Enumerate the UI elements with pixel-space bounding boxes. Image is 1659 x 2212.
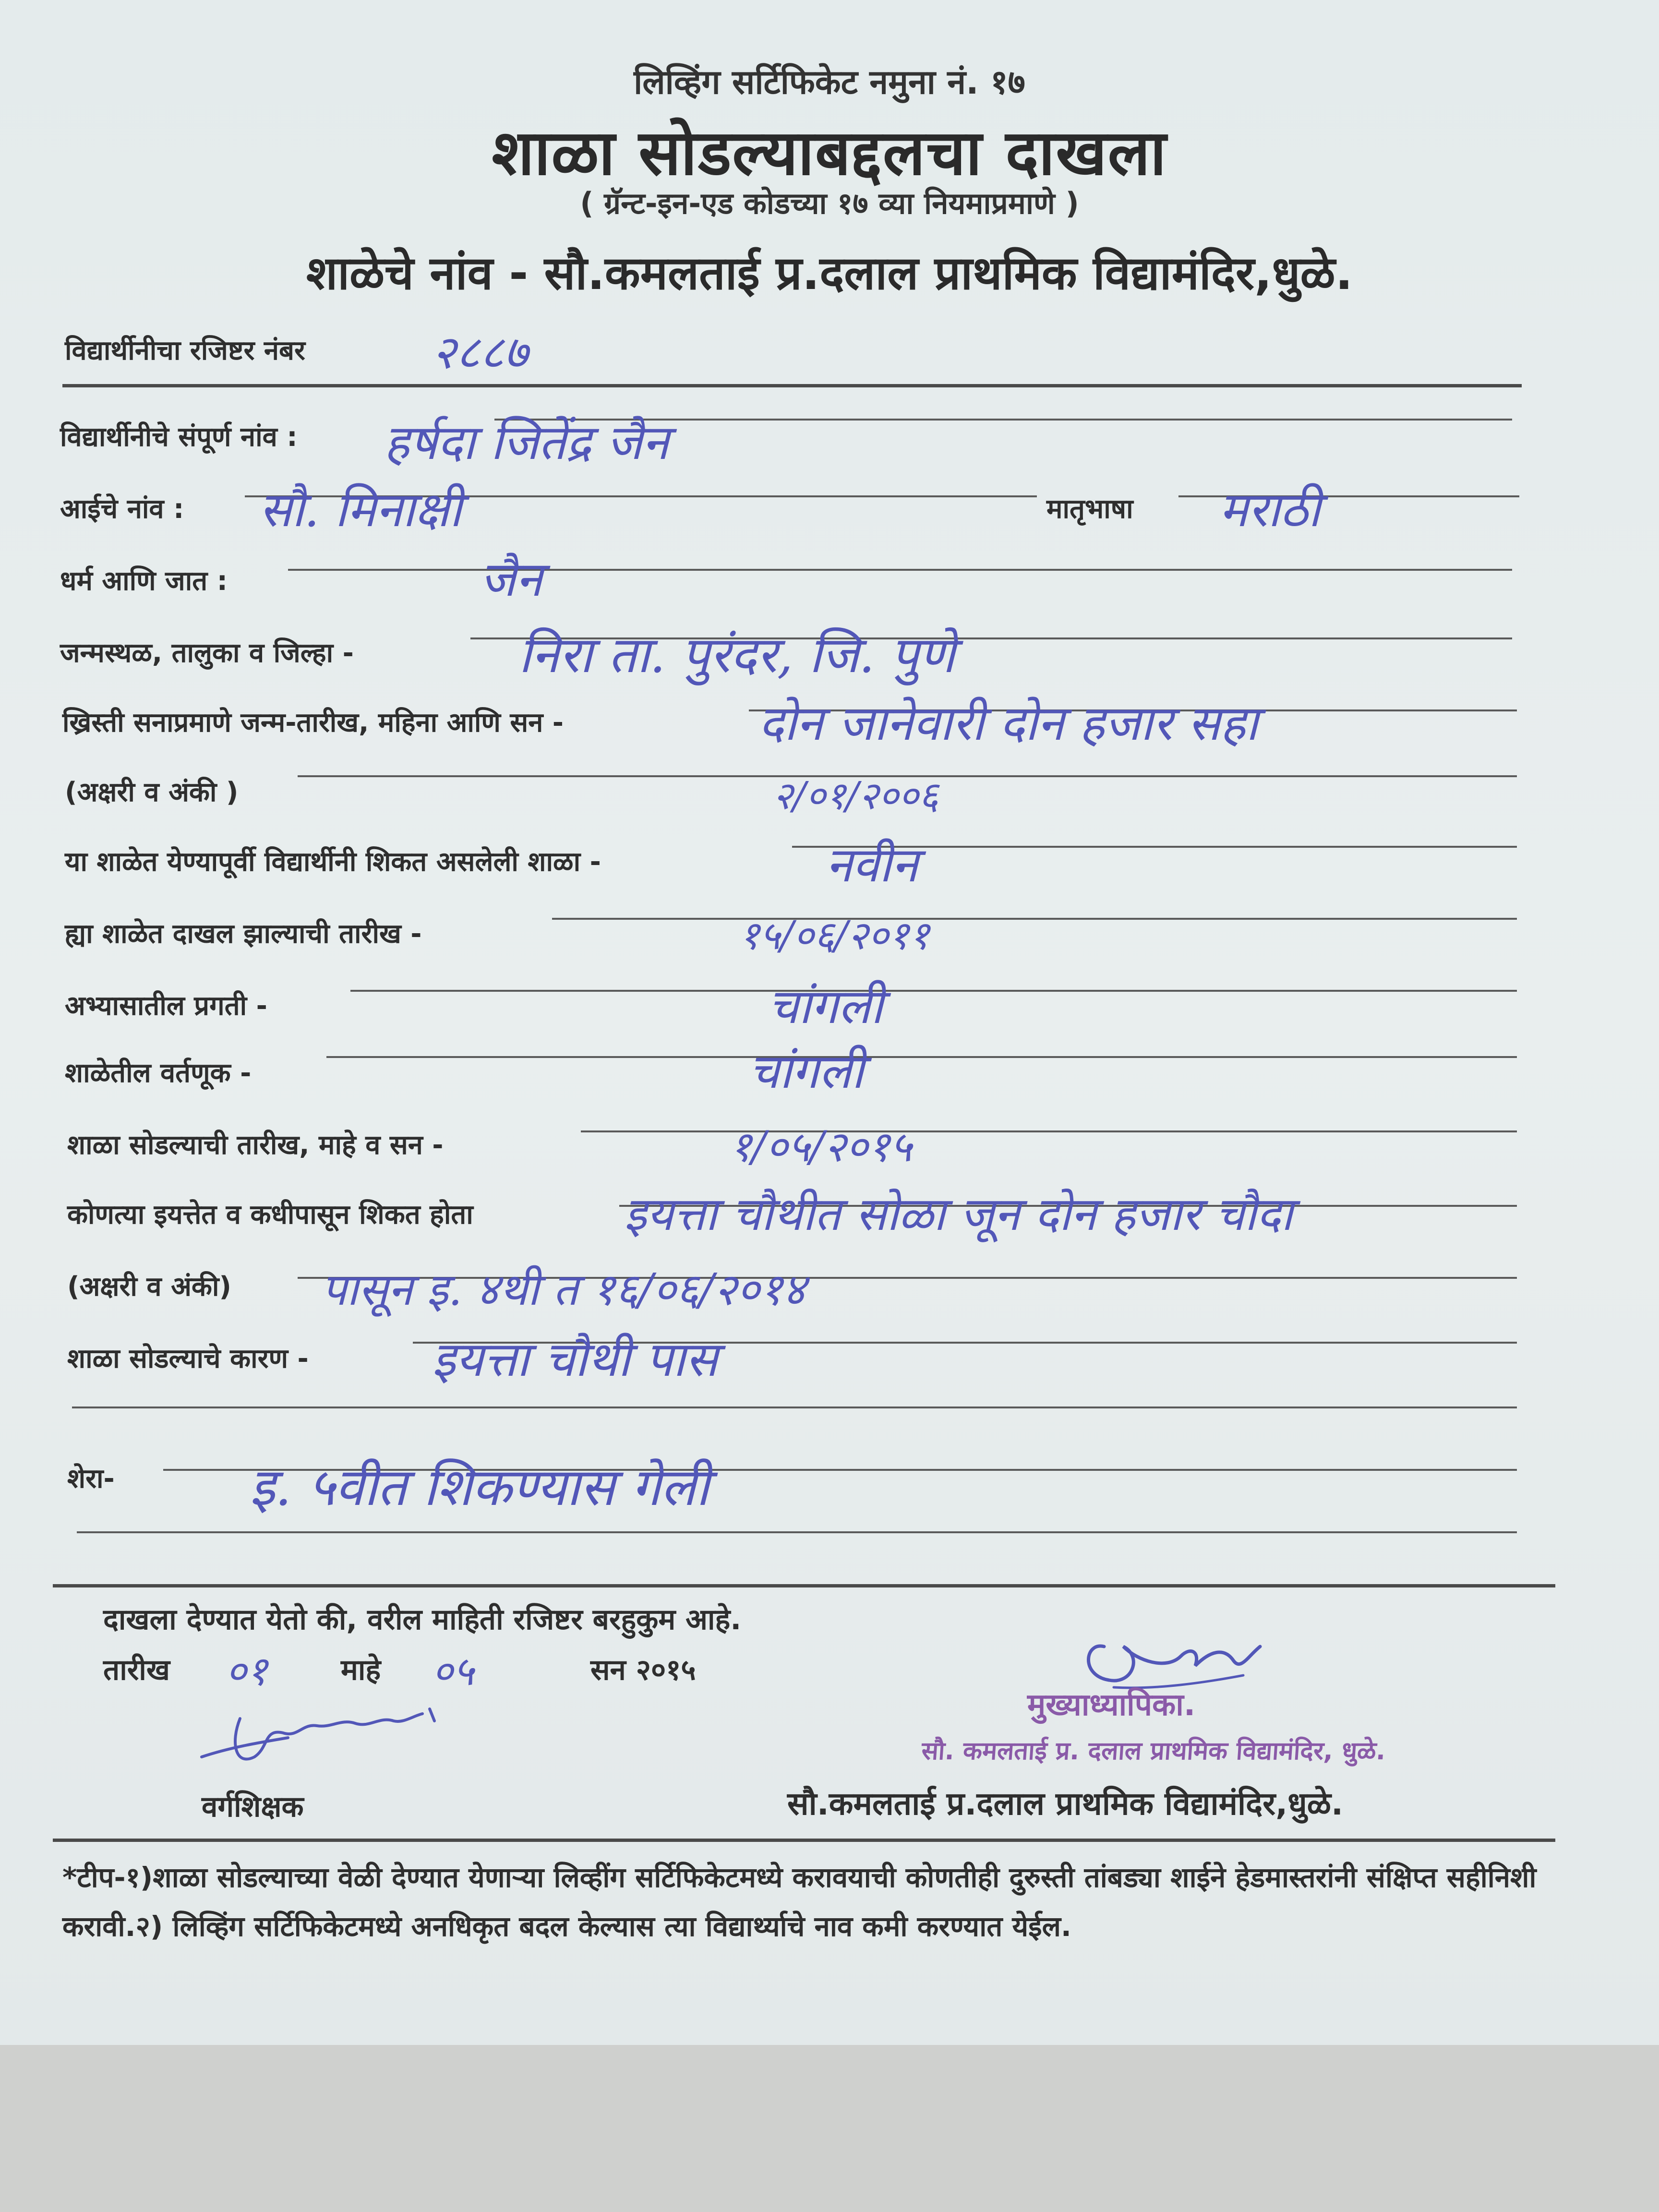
mother-name-value: सौ. मिनाक्षी	[259, 481, 462, 538]
dob-value: दोन जानेवारी दोन हजार सहा	[758, 695, 1258, 751]
class-teacher-label: वर्गशिक्षक	[202, 1790, 304, 1824]
school-name: शाळेचे नांव - सौ.कमलताई प्र.दलाल प्राथमिक विद्यामंदिर,धुळे.	[306, 246, 1353, 300]
leaving-date-value: १/०५/२०१५	[730, 1122, 912, 1171]
fill-line	[350, 990, 1517, 992]
dob-numeric-label: (अक्षरी व अंकी )	[65, 777, 239, 808]
certification-statement: दाखला देण्यात येतो की, वरील माहिती रजिष्टर बरहुकुम आहे.	[103, 1603, 742, 1636]
fill-line	[72, 1407, 1517, 1408]
dob-numeric-value: २/०१/२००६	[773, 773, 939, 818]
fill-line	[552, 918, 1517, 920]
studying-value: इयत्ता चौथीत सोळा जून दोन हजार चौदा	[624, 1187, 1293, 1241]
fill-line	[77, 1531, 1517, 1533]
certificate-title: शाळा सोडल्याबद्दलचा दाखला	[492, 116, 1167, 189]
register-label: विद्यार्थीनीचा रजिष्टर नंबर	[65, 335, 305, 366]
progress-label: अभ्यासातील प्रगती -	[65, 990, 267, 1022]
leaving-reason-value: इयत्ता चौथी पास	[432, 1331, 718, 1387]
remarks-value: इ. ५वीत शिकण्यास गेली	[250, 1457, 709, 1517]
register-value: २८८७	[432, 325, 528, 379]
conduct-value: चांगली	[749, 1043, 864, 1099]
school-footer: सौ.कमलताई प्र.दलाल प्राथमिक विद्यामंदिर,धुळे.	[787, 1785, 1344, 1822]
date-value: ०१	[226, 1647, 268, 1695]
fill-line	[581, 1130, 1517, 1132]
year-label: सन २०१५	[590, 1653, 696, 1687]
certificate-subtitle: ( ग्रॅन्ट-इन-एड कोडच्या १७ व्या नियमाप्रमाणे )	[580, 186, 1079, 221]
headmistress-stamp-school: सौ. कमलताई प्र. दलाल प्राथमिक विद्यामंदिर, धुळे.	[920, 1737, 1387, 1766]
admission-date-label: ह्या शाळेत दाखल झाल्याची तारीख -	[65, 918, 422, 950]
admission-date-value: १५/०६/२०११	[739, 913, 930, 959]
divider-line	[53, 1584, 1555, 1587]
fill-line	[326, 1056, 1517, 1058]
studying-numeric-label: (अक्षरी व अंकी)	[67, 1271, 231, 1302]
birthplace-value: निरा ता. पुरंदर, जि. पुणे	[518, 625, 955, 684]
leaving-date-label: शाळा सोडल्याची तारीख, माहे व सन -	[67, 1130, 444, 1161]
studying-label: कोणत्या इयत्तेत व कधीपासून शिकत होता	[67, 1199, 473, 1230]
studying-numeric-value: पासून इ. ४थी त १६/०६/२०१४	[322, 1264, 806, 1315]
religion-value: जैन	[480, 551, 542, 607]
religion-label: धर्म आणि जात :	[60, 565, 228, 597]
full-name-value: हर्षदा जितेंद्र जैन	[384, 414, 669, 470]
remarks-label: शेरा-	[67, 1463, 115, 1494]
mother-tongue-value: मराठी	[1219, 481, 1321, 538]
headmistress-stamp-title: मुख्याध्यापिका.	[1027, 1687, 1196, 1723]
conduct-label: शाळेतील वर्तणूक -	[65, 1058, 252, 1089]
month-value: ०५	[432, 1647, 474, 1695]
dob-label: ख्रिस्ती सनाप्रमाणे जन्म-तारीख, महिना आणि सन -	[62, 707, 564, 738]
date-label: तारीख	[103, 1653, 170, 1687]
prev-school-value: नवीन	[826, 837, 918, 893]
birthplace-label: जन्मस्थळ, तालुका व जिल्हा -	[60, 637, 354, 669]
footnote: *टीप-१)शाळा सोडल्याच्या वेळी देण्यात येणाऱ्या लिव्हींग सर्टिफिकेटमध्ये करावयाची कोणतीही दुरुस्ती तांबड्या शाईने हेडमास्तरांनी संक्षिप्त सहीनिशी करावी.२) लिव्हिंग सर्टिफिकेटमध्ये अनधिकृत बदल केल्यास त्या विद्यार्थ्याचे नाव कमी करण्यात येईल.	[62, 1861, 1537, 1943]
fill-line	[288, 569, 1512, 571]
form-number: लिव्हिंग सर्टिफिकेट नमुना नं. १७	[634, 62, 1025, 102]
divider-line	[53, 1839, 1555, 1842]
background-surface	[0, 2045, 1659, 2212]
class-teacher-signature	[187, 1699, 456, 1781]
mother-tongue-label: मातृभाषा	[1046, 493, 1133, 525]
full-name-label: विद्यार्थीनीचे संपूर्ण नांव :	[60, 421, 298, 453]
month-label: माहे	[341, 1653, 381, 1687]
leaving-reason-label: शाळा सोडल्याचे कारण -	[67, 1343, 309, 1374]
divider-line	[62, 384, 1522, 387]
mother-name-label: आईचे नांव :	[60, 493, 184, 525]
prev-school-label: या शाळेत येण्यापूर्वी विद्यार्थीनी शिकत असलेली शाळा -	[65, 846, 601, 878]
progress-value: चांगली	[768, 978, 883, 1034]
